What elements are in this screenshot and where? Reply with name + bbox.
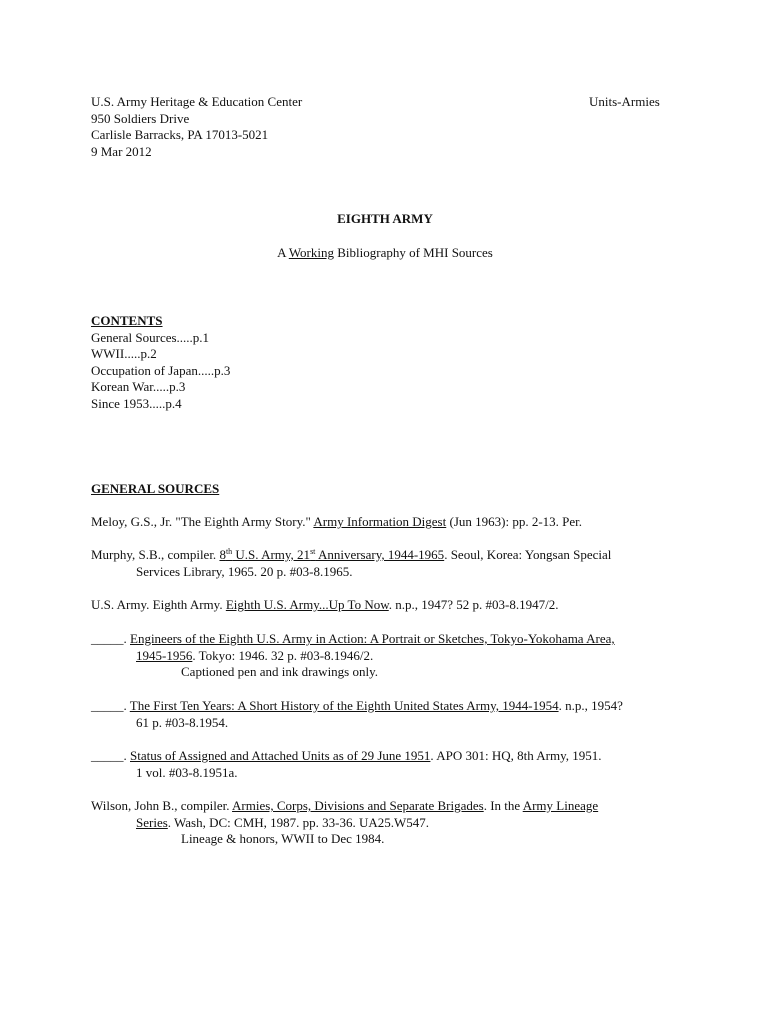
address-line: 950 Soldiers Drive xyxy=(91,110,190,126)
address-block xyxy=(91,94,302,160)
bibliography-entry: _____. Status of Assigned and Attached Units as of 29 June 1951. APO 301: HQ, 8th Army, 1951. 1 vol. #03-8.1951a. xyxy=(91,748,602,780)
bibliography-entry: Wilson, John B., compiler. Armies, Corps, Divisions and Separate Brigades. In the Army Lineage Series. Wash, DC: CMH, 1987. pp. 33-36. UA25.W547. Lineage & honors, WWII to Dec 1984. xyxy=(91,798,691,848)
bibliography-entry: Murphy, S.B., compiler. 8th U.S. Army, 21st Anniversary, 1944-1965. Seoul, Korea: Yongsan Special Services Library, 1965. 20 p. #03-8.1965. xyxy=(91,547,612,579)
document-title: EIGHTH ARMY xyxy=(337,211,433,226)
bibliography-entry: U.S. Army. Eighth Army. Eighth U.S. Army...Up To Now. n.p., 1947? 52 p. #03-8.1947/2. xyxy=(91,597,559,612)
bibliography-entry: _____. Engineers of the Eighth U.S. Army in Action: A Portrait or Sketches, Tokyo-Yokohama Area, 1945-1956. Tokyo: 1946. 32 p. #03-8.1946/2. Captioned pen and ink drawings only. xyxy=(91,631,691,681)
contents-heading: CONTENTS xyxy=(91,313,163,328)
date-line: 9 Mar 2012 xyxy=(91,143,152,159)
contents-item: Occupation of Japan.....p.3 xyxy=(91,362,231,378)
contents-item: WWII.....p.2 xyxy=(91,346,157,361)
contents-section xyxy=(91,313,230,412)
general-sources-heading: GENERAL SOURCES xyxy=(91,481,220,496)
address-line: Carlisle Barracks, PA 17013-5021 xyxy=(91,127,269,142)
bibliography-entry: Meloy, G.S., Jr. "The Eighth Army Story." Army Information Digest (Jun 1963): pp. 2-13. Per. xyxy=(91,514,583,529)
annotation: Lineage & honors, WWII to Dec 1984. xyxy=(181,831,385,846)
annotation: Captioned pen and ink drawings only. xyxy=(181,664,379,679)
address-line: U.S. Army Heritage & Education Center xyxy=(91,94,303,109)
contents-item: Korean War.....p.3 xyxy=(91,379,186,394)
contents-item: Since 1953.....p.4 xyxy=(91,395,182,411)
category-label: Units-Armies xyxy=(589,94,660,109)
document-subtitle: A Working Bibliography of MHI Sources xyxy=(277,245,493,260)
bibliography-entry: _____. The First Ten Years: A Short History of the Eighth United States Army, 1944-1954. n.p., 1954? 61 p. #03-8.1954. xyxy=(91,698,623,730)
contents-item: General Sources.....p.1 xyxy=(91,329,210,345)
